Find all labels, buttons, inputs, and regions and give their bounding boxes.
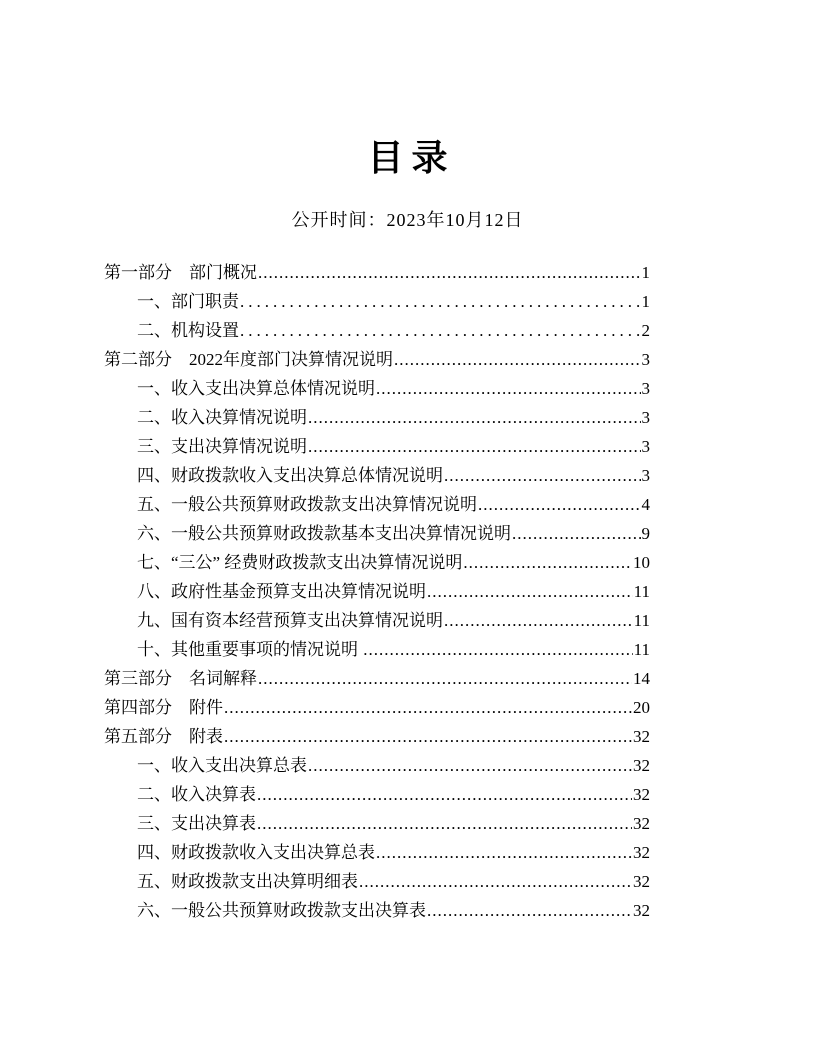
toc-entry-page: 3 [641, 379, 650, 398]
toc-leader-dots [258, 664, 632, 693]
toc-entry-title: 十、其他重要事项的情况说明 [137, 640, 363, 659]
toc-entry [104, 490, 650, 519]
toc-entry-page: 32 [633, 843, 650, 862]
toc-entry-title: 一、部门职责 [137, 292, 239, 311]
toc-entry-page: 20 [633, 698, 650, 717]
toc-entry [104, 896, 650, 925]
toc-entry-page: 32 [633, 756, 650, 775]
toc-entry-title: 四、财政拨款收入支出决算总表 [137, 843, 375, 862]
toc-entry-title: 九、国有资本经营预算支出决算情况说明 [137, 611, 443, 630]
toc-leader-dots [308, 403, 641, 432]
toc-entry-page: 1 [641, 263, 650, 282]
toc-entry-title: 第五部分 附表 [104, 727, 223, 746]
toc-entry [104, 258, 650, 287]
toc-leader-dots [258, 258, 641, 287]
toc-entry-page: 11 [633, 611, 650, 630]
publish-date: 公开时间：2023年10月12日 [291, 210, 524, 230]
toc-leader-dots [308, 751, 632, 780]
toc-leader-dots [376, 838, 632, 867]
toc-entry [104, 432, 650, 461]
toc-leader-dots [363, 635, 632, 664]
toc-entry-page: 3 [641, 408, 650, 427]
toc-leader-dots [394, 345, 641, 374]
toc-entry-title: 七、“三公” 经费财政拨款支出决算情况说明 [137, 553, 463, 572]
toc-leader-dots [224, 722, 632, 751]
toc-entry-title: 一、收入支出决算总体情况说明 [137, 379, 375, 398]
toc-leader-dots [257, 809, 632, 838]
toc-leader-dots [308, 432, 641, 461]
toc-entry [104, 722, 650, 751]
toc-entry [104, 287, 650, 316]
toc-entry-title: 四、财政拨款收入支出决算总体情况说明 [137, 466, 443, 485]
toc-entry-page: 3 [641, 466, 650, 485]
toc-entry-page: 32 [633, 872, 650, 891]
toc-entry-title: 第一部分 部门概况 [104, 263, 257, 282]
toc-leader-dots [444, 606, 633, 635]
toc-leader-dots [257, 780, 632, 809]
toc-leader-dots [224, 693, 632, 722]
toc-entry-title: 一、收入支出决算总表 [137, 756, 307, 775]
toc-entry-page: 32 [633, 814, 650, 833]
toc-leader-dots [478, 490, 641, 519]
toc-leader-dots [376, 374, 641, 403]
toc-entry [104, 403, 650, 432]
toc-entry-title: 二、机构设置 [137, 321, 239, 340]
toc-entry-title: 五、一般公共预算财政拨款支出决算情况说明 [137, 495, 477, 514]
toc-entry-page: 4 [641, 495, 650, 514]
toc-leader-dots [427, 896, 632, 925]
toc-entry-title: 八、政府性基金预算支出决算情况说明 [137, 582, 426, 601]
toc-entry [104, 780, 650, 809]
toc-entry-page: 2 [641, 321, 650, 340]
toc-entry-page: 3 [641, 437, 650, 456]
toc-entry-title: 二、收入决算情况说明 [137, 408, 307, 427]
toc-leader-dots [240, 287, 641, 316]
toc-leader-dots [444, 461, 641, 490]
toc-entry-title: 第二部分 2022年度部门决算情况说明 [104, 350, 393, 369]
toc-entry-title: 二、收入决算表 [137, 785, 256, 804]
toc-entry-page: 3 [641, 350, 650, 369]
toc-entry [104, 838, 650, 867]
toc-entry [104, 809, 650, 838]
toc-entry-title: 五、财政拨款支出决算明细表 [137, 872, 358, 891]
toc-entry-title: 第三部分 名词解释 [104, 669, 257, 688]
toc-leader-dots [512, 519, 641, 548]
toc-entry-title: 三、支出决算情况说明 [137, 437, 307, 456]
toc-entry-title: 六、一般公共预算财政拨款支出决算表 [137, 901, 426, 920]
toc-entry [104, 316, 650, 345]
toc-entry-title: 三、支出决算表 [137, 814, 256, 833]
toc-entry-title: 六、一般公共预算财政拨款基本支出决算情况说明 [137, 524, 511, 543]
toc-entry-page: 32 [633, 901, 650, 920]
toc-leader-dots [359, 867, 632, 896]
toc-entry [104, 867, 650, 896]
toc-entry [104, 548, 650, 577]
toc-entry-page: 10 [633, 553, 650, 572]
toc-entry [104, 519, 650, 548]
toc-entry [104, 751, 650, 780]
toc-entry-page: 11 [633, 582, 650, 601]
toc-entry-page: 1 [641, 292, 650, 311]
toc-entry-title: 第四部分 附件 [104, 698, 223, 717]
toc-entry-page: 11 [633, 640, 650, 659]
document-title: 目录 [367, 137, 456, 178]
toc-entry [104, 577, 650, 606]
toc-leader-dots [463, 548, 632, 577]
toc-entry-page: 32 [633, 785, 650, 804]
toc-entry-page: 32 [633, 727, 650, 746]
toc-entry [104, 374, 650, 403]
toc-entry [104, 664, 650, 693]
toc-entry [104, 345, 650, 374]
toc-entry [104, 606, 650, 635]
toc-leader-dots [240, 316, 641, 345]
toc-entry-page: 9 [641, 524, 650, 543]
table-of-contents [104, 258, 650, 925]
toc-leader-dots [427, 577, 633, 606]
toc-entry [104, 693, 650, 722]
toc-entry [104, 635, 650, 664]
toc-entry-page: 14 [633, 669, 650, 688]
toc-entry [104, 461, 650, 490]
